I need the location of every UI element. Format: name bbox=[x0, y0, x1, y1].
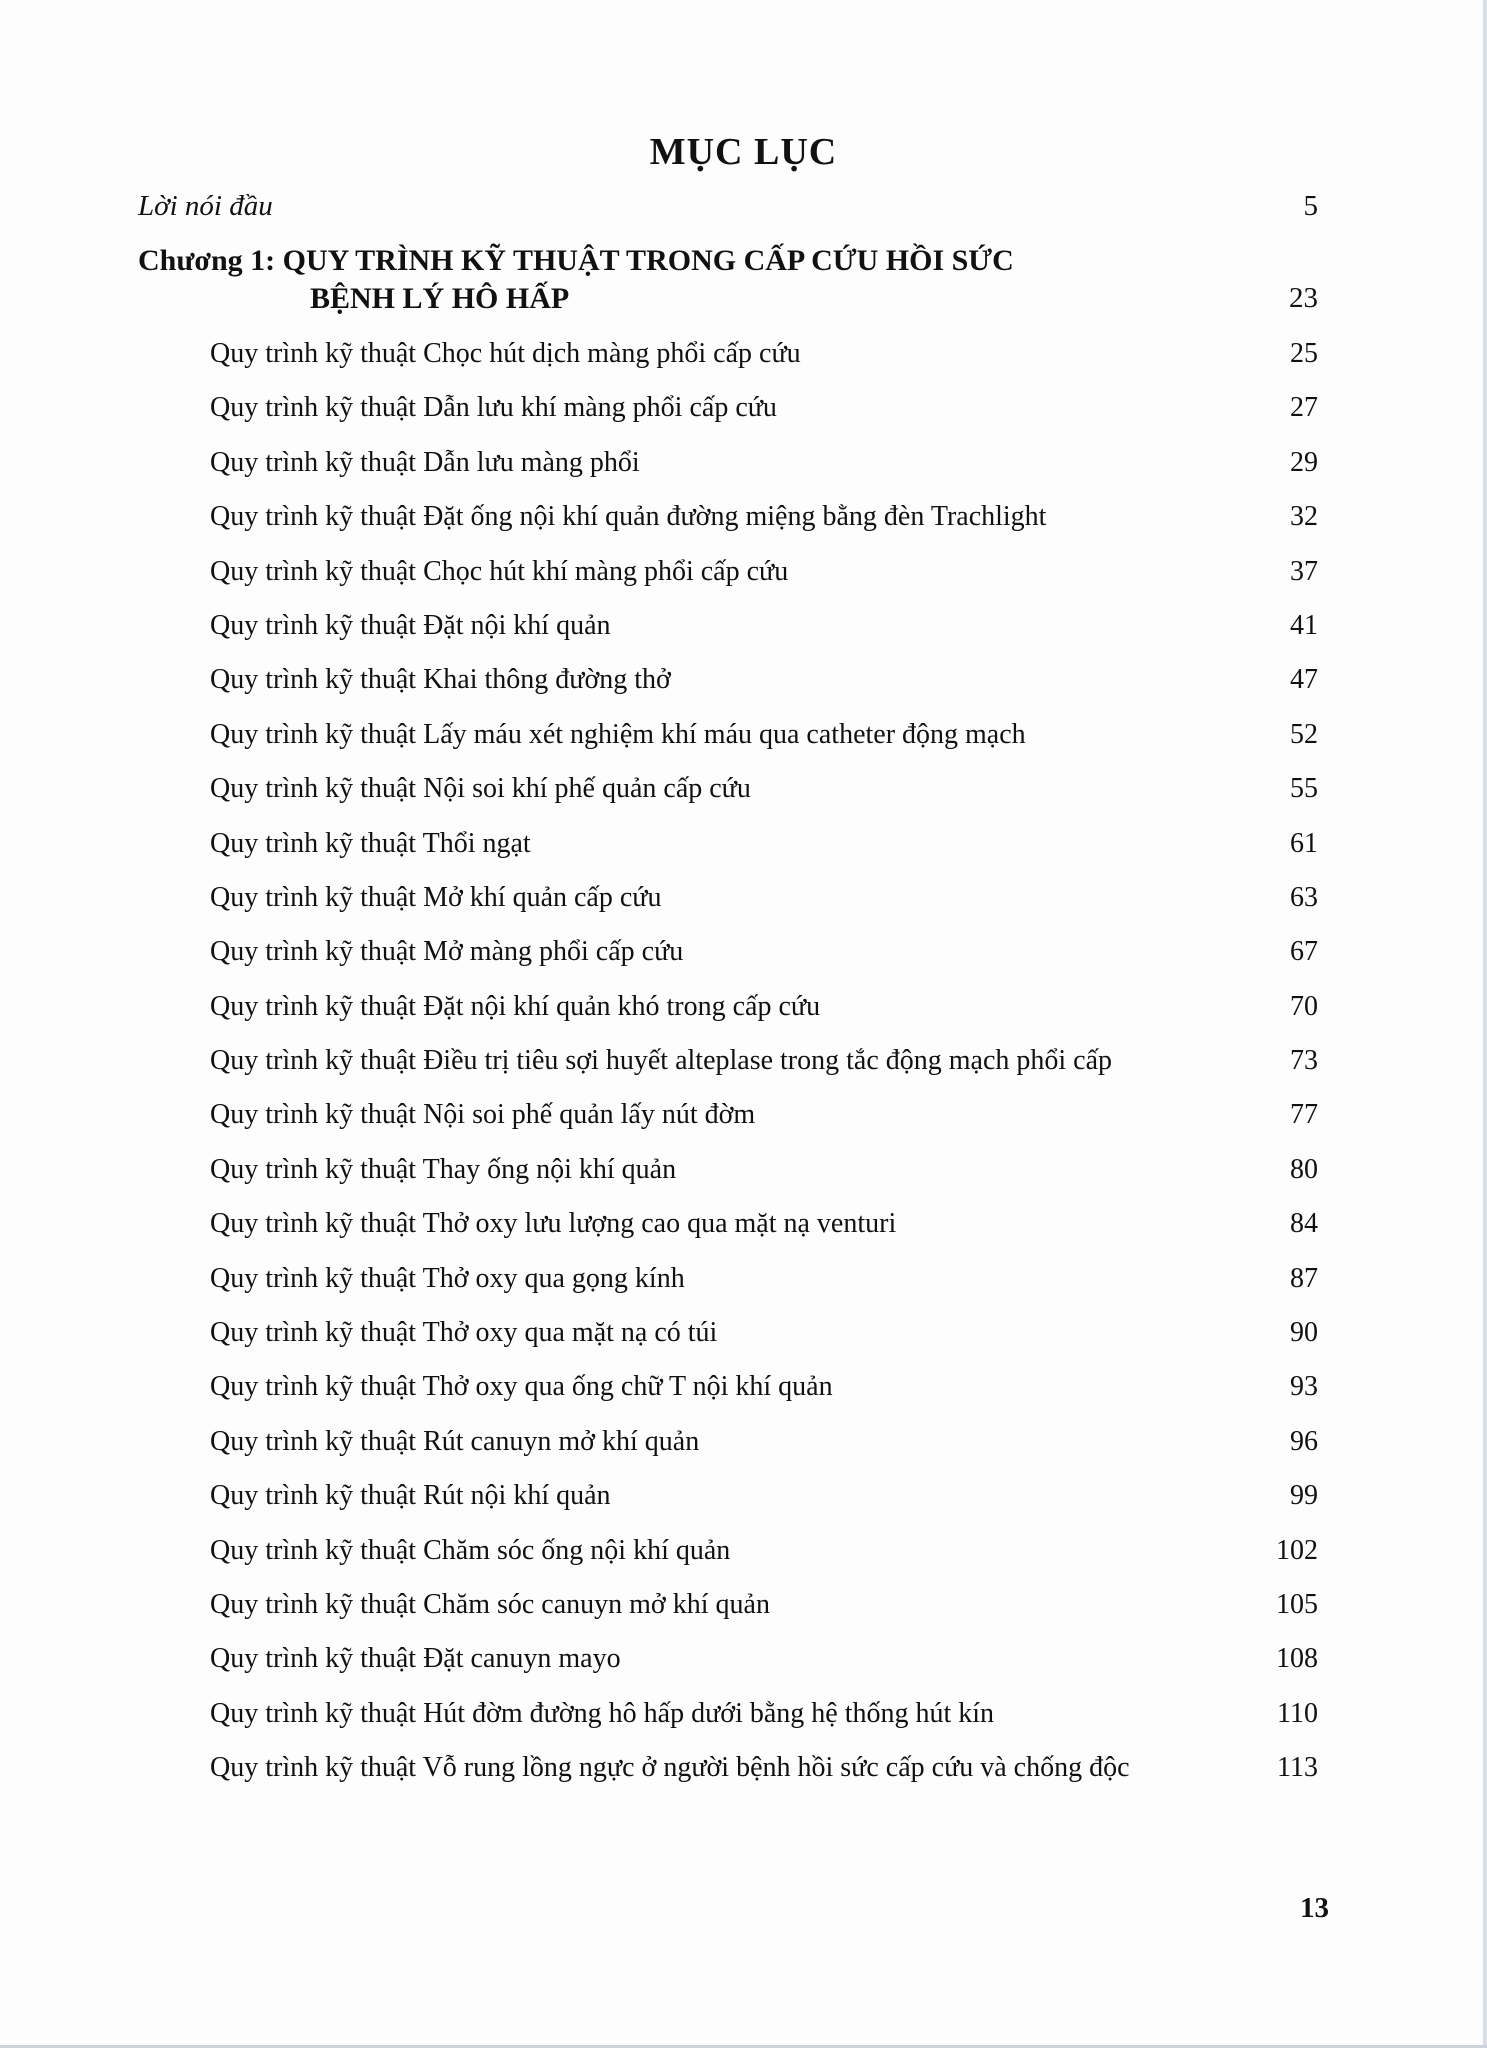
toc-entry-page: 55 bbox=[1290, 773, 1318, 805]
toc-entry-title: Quy trình kỹ thuật Nội soi khí phế quản cấp cứu bbox=[210, 773, 751, 805]
toc-entry-title: Quy trình kỹ thuật Đặt nội khí quản bbox=[210, 609, 611, 641]
toc-entry bbox=[210, 1367, 1318, 1421]
toc-entry-page: 25 bbox=[1290, 338, 1318, 369]
toc-entry bbox=[210, 388, 1318, 442]
toc-entry bbox=[210, 878, 1318, 932]
toc-entry bbox=[210, 660, 1318, 714]
toc-entry bbox=[210, 1422, 1318, 1476]
toc-entry bbox=[210, 606, 1318, 660]
toc-entry-page: 110 bbox=[1277, 1697, 1318, 1729]
toc-entry-title: Quy trình kỹ thuật Vỗ rung lồng ngực ở người bệnh hồi sức cấp cứu và chống độc bbox=[210, 1752, 1130, 1784]
toc-entry-page: 67 bbox=[1290, 936, 1318, 968]
toc-entry-title: Quy trình kỹ thuật Đặt nội khí quản khó trong cấp cứu bbox=[210, 990, 821, 1022]
toc-entry-list bbox=[210, 334, 1318, 1803]
toc-entry-page: 84 bbox=[1290, 1208, 1318, 1240]
toc-entry-title: Quy trình kỹ thuật Dẫn lưu màng phổi bbox=[210, 446, 640, 478]
toc-entry-title: Quy trình kỹ thuật Rút canuyn mở khí quản bbox=[210, 1425, 700, 1457]
toc-entry-page: 108 bbox=[1276, 1643, 1318, 1675]
toc-entry bbox=[210, 715, 1318, 769]
toc-entry-page: 32 bbox=[1290, 501, 1318, 533]
toc-entry-page: 61 bbox=[1290, 827, 1318, 859]
toc-entry-title: Quy trình kỹ thuật Lấy máu xét nghiệm khí máu qua catheter động mạch bbox=[210, 718, 1026, 750]
toc-entry bbox=[210, 552, 1318, 606]
toc-entry bbox=[210, 1095, 1318, 1149]
toc-entry bbox=[210, 1259, 1318, 1313]
toc-entry-page: 105 bbox=[1276, 1588, 1318, 1620]
toc-entry bbox=[210, 824, 1318, 878]
page-title: MỤC LỤC bbox=[649, 131, 838, 173]
chapter-title-line2: BỆNH LÝ HÔ HẤP bbox=[310, 282, 570, 315]
toc-entry-page: 47 bbox=[1290, 664, 1318, 696]
toc-entry-title: Quy trình kỹ thuật Chọc hút khí màng phổi cấp cứu bbox=[210, 555, 789, 587]
toc-chapter-heading bbox=[138, 244, 1318, 324]
toc-preface-row bbox=[138, 190, 1318, 230]
toc-entry-page: 77 bbox=[1290, 1099, 1318, 1131]
toc-entry bbox=[210, 987, 1318, 1041]
toc-entry-title: Quy trình kỹ thuật Đặt ống nội khí quản đường miệng bằng đèn Trachlight bbox=[210, 501, 1047, 533]
toc-entry-page: 73 bbox=[1290, 1045, 1318, 1077]
toc-entry-title: Quy trình kỹ thuật Thổi ngạt bbox=[210, 827, 531, 859]
toc-entry-page: 90 bbox=[1290, 1317, 1318, 1349]
toc-entry-page: 102 bbox=[1276, 1534, 1318, 1566]
toc-preface-label: Lời nói đầu bbox=[138, 190, 273, 222]
toc-entry bbox=[210, 1694, 1318, 1748]
toc-entry bbox=[210, 1531, 1318, 1585]
toc-entry-title: Quy trình kỹ thuật Thở oxy qua gọng kính bbox=[210, 1262, 685, 1294]
toc-entry bbox=[210, 1150, 1318, 1204]
toc-entry-page: 63 bbox=[1290, 881, 1318, 913]
toc-entry-title: Quy trình kỹ thuật Dẫn lưu khí màng phổi cấp cứu bbox=[210, 392, 777, 424]
toc-entry-title: Quy trình kỹ thuật Thở oxy qua mặt nạ có túi bbox=[210, 1317, 718, 1349]
chapter-page: 23 bbox=[1289, 282, 1318, 314]
toc-entry-page: 70 bbox=[1290, 990, 1318, 1022]
toc-entry bbox=[210, 497, 1318, 551]
toc-entry-page: 99 bbox=[1290, 1480, 1318, 1512]
toc-entry-title: Quy trình kỹ thuật Mở màng phổi cấp cứu bbox=[210, 936, 684, 968]
toc-entry bbox=[210, 1748, 1318, 1802]
toc-entry-title: Quy trình kỹ thuật Đặt canuyn mayo bbox=[210, 1643, 621, 1675]
toc-entry bbox=[210, 1204, 1318, 1258]
toc-entry-title: Quy trình kỹ thuật Chọc hút dịch màng phổi cấp cứu bbox=[210, 338, 801, 369]
toc-entry-page: 80 bbox=[1290, 1153, 1318, 1185]
toc-entry-title: Quy trình kỹ thuật Chăm sóc canuyn mở khí quản bbox=[210, 1588, 770, 1620]
toc-entry bbox=[210, 1041, 1318, 1095]
toc-entry-page: 37 bbox=[1290, 555, 1318, 587]
toc-entry bbox=[210, 769, 1318, 823]
toc-entry-page: 93 bbox=[1290, 1371, 1318, 1403]
toc-entry-title: Quy trình kỹ thuật Rút nội khí quản bbox=[210, 1480, 611, 1512]
toc-entry bbox=[210, 1585, 1318, 1639]
footer-page-number: 13 bbox=[1300, 1892, 1329, 1924]
toc-entry bbox=[210, 932, 1318, 986]
toc-entry-title: Quy trình kỹ thuật Thở oxy lưu lượng cao qua mặt nạ venturi bbox=[210, 1208, 897, 1240]
toc-entry-page: 113 bbox=[1277, 1752, 1318, 1784]
toc-entry-page: 96 bbox=[1290, 1425, 1318, 1457]
toc-entry bbox=[210, 443, 1318, 497]
toc-entry-title: Quy trình kỹ thuật Thở oxy qua ống chữ T nội khí quản bbox=[210, 1371, 833, 1403]
toc-entry-title: Quy trình kỹ thuật Thay ống nội khí quản bbox=[210, 1153, 677, 1185]
toc-entry-page: 29 bbox=[1290, 446, 1318, 478]
toc-entry-title: Quy trình kỹ thuật Mở khí quản cấp cứu bbox=[210, 881, 662, 913]
toc-entry bbox=[210, 1313, 1318, 1367]
toc-preface-page: 5 bbox=[1303, 190, 1318, 222]
toc-entry bbox=[210, 1639, 1318, 1693]
toc-entry-page: 27 bbox=[1290, 392, 1318, 424]
toc-entry-page: 87 bbox=[1290, 1262, 1318, 1294]
chapter-title-line1: Chương 1: QUY TRÌNH KỸ THUẬT TRONG CẤP CỨU HỒI SỨC bbox=[138, 244, 1014, 277]
toc-entry-title: Quy trình kỹ thuật Điều trị tiêu sợi huyết alteplase trong tắc động mạch phổi cấp bbox=[210, 1045, 1113, 1077]
toc-entry-page: 41 bbox=[1290, 609, 1318, 641]
toc-entry-title: Quy trình kỹ thuật Khai thông đường thở bbox=[210, 664, 671, 696]
toc-entry-title: Quy trình kỹ thuật Hút đờm đường hô hấp dưới bằng hệ thống hút kín bbox=[210, 1697, 995, 1729]
toc-entry-title: Quy trình kỹ thuật Chăm sóc ống nội khí quản bbox=[210, 1534, 731, 1566]
toc-entry bbox=[210, 1476, 1318, 1530]
toc-entry-title: Quy trình kỹ thuật Nội soi phế quản lấy nút đờm bbox=[210, 1099, 756, 1131]
toc-entry-page: 52 bbox=[1290, 718, 1318, 750]
scan-edge-right bbox=[1483, 0, 1487, 2048]
toc-entry bbox=[210, 334, 1318, 388]
